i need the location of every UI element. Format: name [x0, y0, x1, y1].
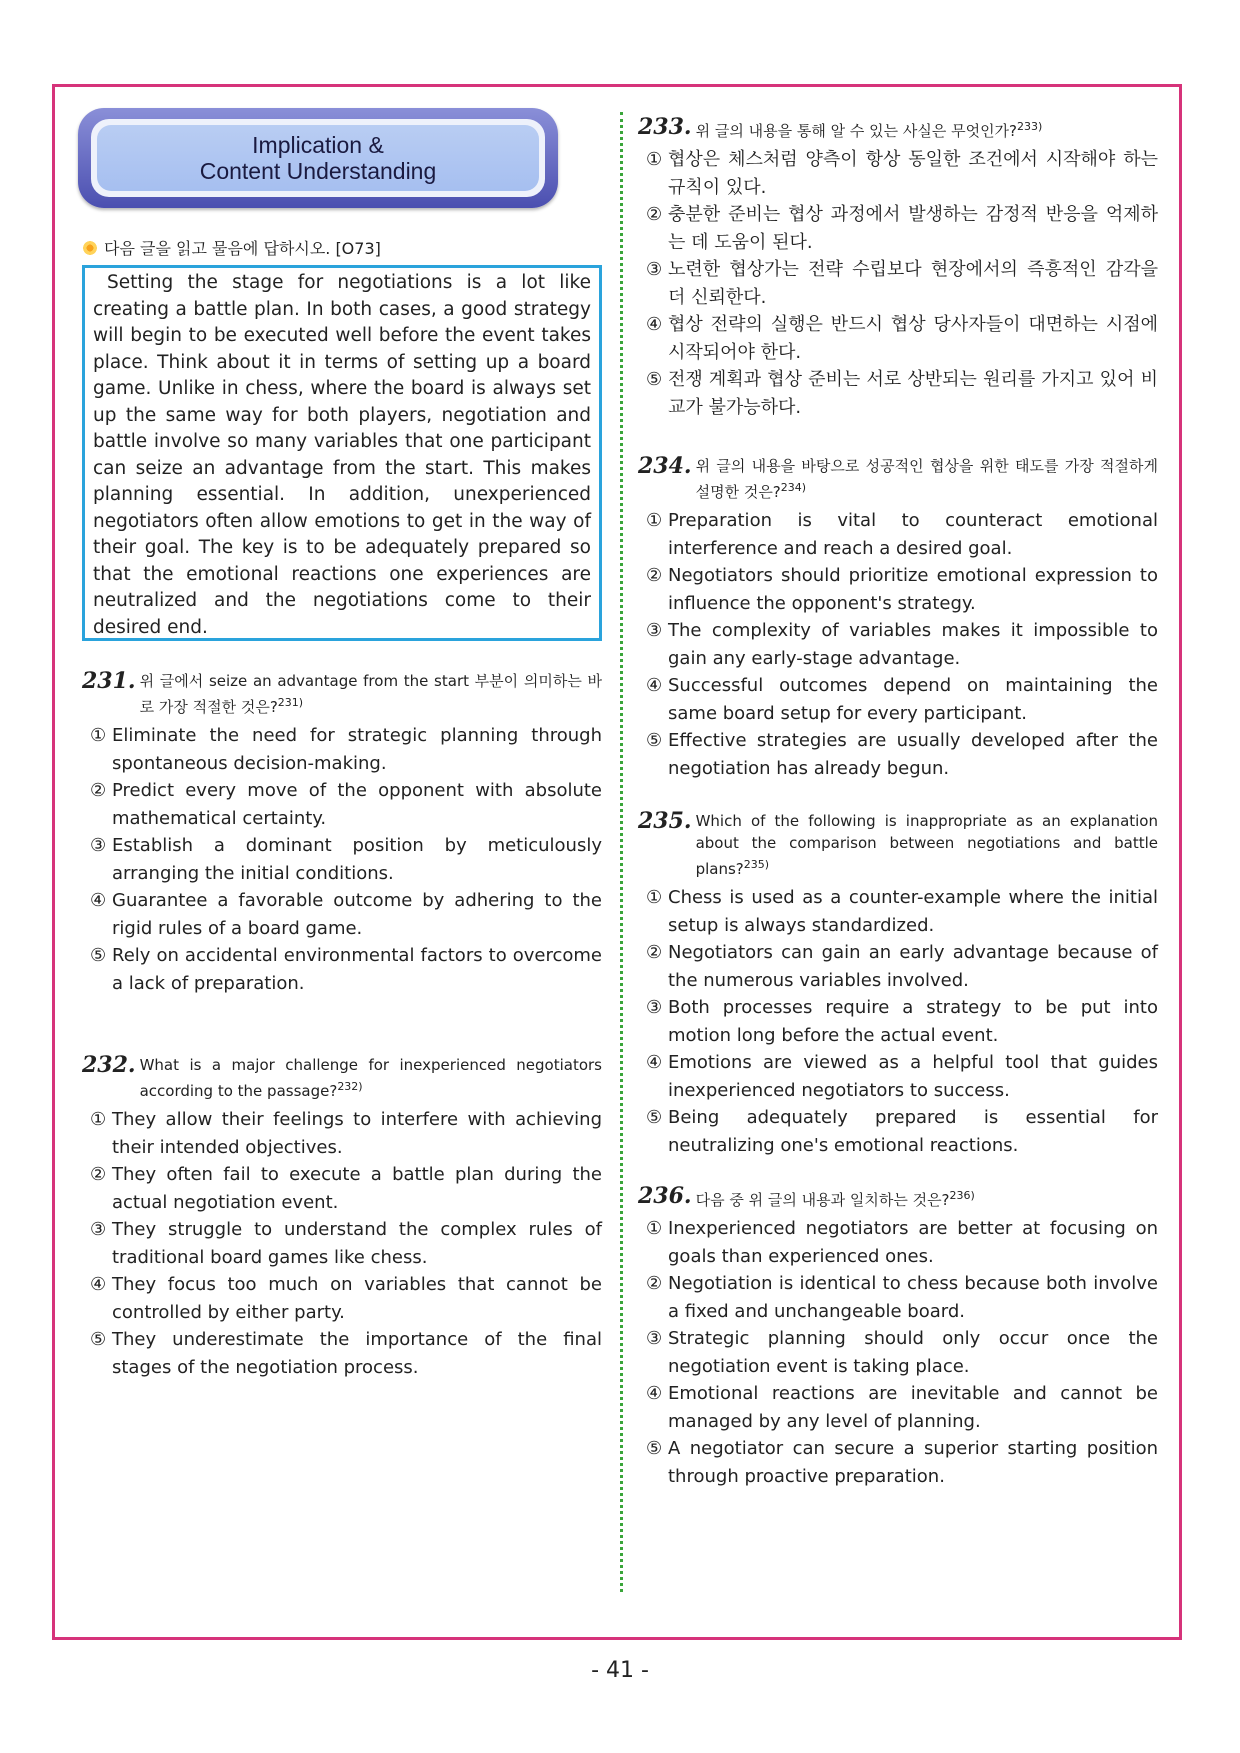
option-marker: ① [646, 510, 663, 531]
page-number: - 41 - [591, 1658, 649, 1683]
answer-option[interactable] [638, 146, 1158, 201]
answer-option[interactable] [638, 1270, 1158, 1325]
option-text: 노련한 협상가는 전략 수립보다 현장에서의 즉흥적인 감각을 더 신뢰한다. [668, 259, 1158, 308]
option-marker: ③ [646, 259, 663, 280]
option-text: Preparation is vital to counteract emotional interference and reach a desired goal. [668, 510, 1158, 559]
question-number: 231. [82, 668, 136, 694]
answer-options [638, 1215, 1158, 1490]
option-marker: ① [646, 1218, 663, 1239]
option-marker: ② [646, 204, 663, 225]
footnote-ref: 233) [1017, 120, 1043, 133]
instruction-text: 다음 글을 읽고 물음에 답하시오. [O73] [104, 239, 381, 258]
option-marker: ③ [646, 620, 663, 641]
option-text: Successful outcomes depend on maintaining the same board setup for every participant. [668, 675, 1158, 724]
option-marker: ② [646, 1273, 663, 1294]
option-marker: ④ [90, 890, 107, 911]
option-text: They allow their feelings to interfere with achieving their intended objectives. [112, 1109, 602, 1158]
question-232 [82, 1054, 602, 1381]
question-text: 위 글의 내용을 바탕으로 성공적인 협상을 위한 태도를 가장 적절하게 설명한 것은? [695, 457, 1158, 501]
question-stem [638, 810, 1158, 880]
option-marker: ① [90, 725, 107, 746]
answer-options [82, 722, 602, 997]
option-marker: ⑤ [646, 369, 663, 390]
answer-option[interactable] [638, 884, 1158, 939]
option-marker: ⑤ [646, 1107, 663, 1128]
section-title-line2: Content Understanding [199, 158, 437, 184]
question-stem [638, 1185, 1158, 1211]
answer-options [82, 1106, 602, 1381]
answer-option[interactable] [638, 311, 1158, 366]
option-text: Negotiation is identical to chess because both involve a fixed and unchangeable board. [668, 1273, 1158, 1322]
answer-option[interactable] [638, 366, 1158, 421]
answer-option[interactable] [638, 201, 1158, 256]
option-marker: ④ [646, 675, 663, 696]
option-text: Strategic planning should only occur once the negotiation event is taking place. [668, 1328, 1158, 1377]
option-text: Eliminate the need for strategic planning through spontaneous decision-making. [112, 725, 602, 774]
option-marker: ③ [90, 835, 107, 856]
option-marker: ② [646, 942, 663, 963]
option-text: Negotiators should prioritize emotional expression to influence the opponent's strategy. [668, 565, 1158, 614]
question-text: What is a major challenge for inexperienced negotiators according to the passage? [139, 1056, 602, 1100]
answer-option[interactable] [638, 1325, 1158, 1380]
answer-option[interactable] [638, 1380, 1158, 1435]
option-text: They focus too much on variables that cannot be controlled by either party. [112, 1274, 602, 1323]
option-marker: ④ [90, 1274, 107, 1295]
question-number: 236. [638, 1183, 692, 1209]
option-text: Negotiators can gain an early advantage because of the numerous variables involved. [668, 942, 1158, 991]
option-marker: ⑤ [90, 945, 107, 966]
answer-option[interactable] [82, 1216, 602, 1271]
footnote-ref: 234) [780, 481, 807, 494]
answer-option[interactable] [638, 672, 1158, 727]
answer-option[interactable] [82, 777, 602, 832]
option-text: They underestimate the importance of the final stages of the negotiation process. [112, 1329, 602, 1378]
answer-option[interactable] [82, 1326, 602, 1381]
answer-option[interactable] [638, 562, 1158, 617]
footnote-ref: 236) [949, 1189, 975, 1202]
option-text: Effective strategies are usually developed after the negotiation has already begun. [668, 730, 1158, 779]
question-236 [638, 1185, 1158, 1490]
answer-option[interactable] [638, 1049, 1158, 1104]
flower-icon [82, 240, 98, 256]
answer-option[interactable] [638, 507, 1158, 562]
option-text: Rely on accidental environmental factors to overcome a lack of preparation. [112, 945, 602, 994]
column-divider [620, 112, 623, 1592]
answer-option[interactable] [82, 1161, 602, 1216]
question-stem [82, 1054, 602, 1102]
answer-option[interactable] [82, 942, 602, 997]
option-text: A negotiator can secure a superior starting position through proactive preparation. [668, 1438, 1158, 1487]
option-marker: ④ [646, 1383, 663, 1404]
option-text: 협상은 체스처럼 양측이 항상 동일한 조건에서 시작해야 하는 규칙이 있다. [668, 149, 1158, 198]
question-233 [638, 116, 1158, 421]
option-marker: ① [646, 887, 663, 908]
question-235 [638, 810, 1158, 1159]
option-marker: ② [90, 780, 107, 801]
option-text: Emotions are viewed as a helpful tool that guides inexperienced negotiators to success. [668, 1052, 1158, 1101]
answer-option[interactable] [638, 1104, 1158, 1159]
answer-option[interactable] [638, 256, 1158, 311]
question-text: 다음 중 위 글의 내용과 일치하는 것은? [695, 1191, 950, 1209]
footnote-ref: 231) [277, 696, 304, 709]
footnote-ref: 235) [743, 858, 770, 871]
option-marker: ④ [646, 1052, 663, 1073]
answer-option[interactable] [638, 1435, 1158, 1490]
passage-text: Setting the stage for negotiations is a lot like creating a battle plan. In both cases, a good strategy will begin to be executed well before the event takes place. Think about it in terms of setting up a board game. Unlike in chess, where the board is always set up the same way for both players, negotiation and battle involve so many variables that one participant can seize an advantage from the start. This makes planning essential. In addition, unexperienced negotiators often allow emotions to get in the way of their goal. The key is to be adequately prepared so that the emotional reactions one experiences are neutralized and the negotiations come to their desired end. [93, 272, 591, 638]
option-marker: ② [646, 565, 663, 586]
section-title-banner [78, 108, 558, 208]
answer-option[interactable] [82, 832, 602, 887]
question-number: 233. [638, 114, 692, 140]
option-text: Establish a dominant position by meticulously arranging the initial conditions. [112, 835, 602, 884]
option-marker: ① [646, 149, 663, 170]
option-text: 협상 전략의 실행은 반드시 협상 당사자들이 대면하는 시점에 시작되어야 한다. [668, 314, 1158, 363]
option-text: Both processes require a strategy to be put into motion long before the actual event. [668, 997, 1158, 1046]
option-marker: ③ [646, 1328, 663, 1349]
option-text: Emotional reactions are inevitable and cannot be managed by any level of planning. [668, 1383, 1158, 1432]
option-marker: ③ [90, 1219, 107, 1240]
option-text: Being adequately prepared is essential for neutralizing one's emotional reactions. [668, 1107, 1158, 1156]
option-marker: ⑤ [646, 1438, 663, 1459]
question-stem [638, 116, 1158, 142]
option-marker: ⑤ [646, 730, 663, 751]
question-234 [638, 455, 1158, 782]
question-231 [82, 670, 602, 997]
answer-option[interactable] [82, 1271, 602, 1326]
answer-option[interactable] [638, 617, 1158, 672]
question-text: 위 글에서 seize an advantage from the start 부분이 의미하는 바로 가장 적절한 것은? [139, 672, 602, 716]
question-number: 234. [638, 453, 692, 479]
answer-option[interactable] [638, 727, 1158, 782]
option-marker: ⑤ [90, 1329, 107, 1350]
option-text: They struggle to understand the complex rules of traditional board games like chess. [112, 1219, 602, 1268]
question-text: Which of the following is inappropriate as an explanation about the comparison between negotiations and battle plans? [695, 812, 1158, 878]
option-text: Predict every move of the opponent with absolute mathematical certainty. [112, 780, 602, 829]
question-number: 232. [82, 1052, 136, 1078]
option-text: Guarantee a favorable outcome by adhering to the rigid rules of a board game. [112, 890, 602, 939]
answer-option[interactable] [638, 1215, 1158, 1270]
answer-option[interactable] [638, 994, 1158, 1049]
option-marker: ③ [646, 997, 663, 1018]
option-text: Inexperienced negotiators are better at focusing on goals than experienced ones. [668, 1218, 1158, 1267]
option-text: The complexity of variables makes it impossible to gain any early-stage advantage. [668, 620, 1158, 669]
question-text: 위 글의 내용을 통해 알 수 있는 사실은 무엇인가? [695, 122, 1018, 140]
option-text: 전쟁 계획과 협상 준비는 서로 상반되는 원리를 가지고 있어 비교가 불가능하다. [668, 369, 1158, 418]
option-marker: ① [90, 1109, 107, 1130]
answer-option[interactable] [82, 1106, 602, 1161]
answer-options [638, 507, 1158, 782]
option-marker: ② [90, 1164, 107, 1185]
section-title-line1: Implication & [252, 132, 384, 158]
option-text: 충분한 준비는 협상 과정에서 발생하는 감정적 반응을 억제하는 데 도움이 된다. [668, 204, 1158, 253]
answer-option[interactable] [82, 722, 602, 777]
instruction [82, 236, 381, 259]
option-text: They often fail to execute a battle plan during the actual negotiation event. [112, 1164, 602, 1213]
question-stem [82, 670, 602, 718]
answer-options [638, 884, 1158, 1159]
option-text: Chess is used as a counter-example where the initial setup is always standardized. [668, 887, 1158, 936]
answer-option[interactable] [82, 887, 602, 942]
answer-option[interactable] [638, 939, 1158, 994]
question-number: 235. [638, 808, 692, 834]
answer-options [638, 146, 1158, 421]
reading-passage [82, 265, 602, 641]
question-stem [638, 455, 1158, 503]
footnote-ref: 232) [337, 1080, 363, 1093]
option-marker: ④ [646, 314, 663, 335]
